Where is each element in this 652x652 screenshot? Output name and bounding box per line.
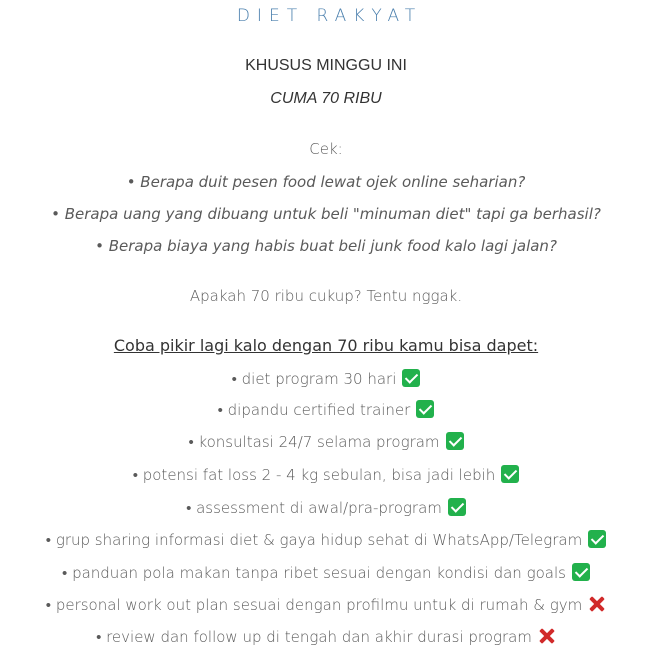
green-check-icon [416, 400, 434, 418]
benefit-item [0, 594, 652, 616]
red-cross-icon [588, 595, 606, 613]
benefit-text: • personal work out plan sesuai dengan profilmu untuk di rumah & gym [45, 596, 583, 614]
benefit-text: • review dan follow up di tengah dan akhir durasi program [96, 628, 532, 646]
benefit-text: • konsultasi 24/7 selama program [188, 433, 440, 451]
benefit-text: • assessment di awal/pra-program [186, 499, 442, 517]
benefit-item [0, 529, 652, 551]
price-line: CUMA 70 RIBU [270, 90, 382, 107]
benefit-text: • diet program 30 hari [231, 370, 397, 388]
green-check-icon [501, 465, 519, 483]
benefit-text: • panduan pola makan tanpa ribet sesuai dengan kondisi dan goals [62, 564, 566, 582]
benefits-heading: Coba pikir lagi kalo dengan 70 ribu kamu bisa dapet: [113, 336, 539, 355]
green-check-icon [448, 498, 466, 516]
check-label: Cek: [309, 140, 343, 158]
headline: KHUSUS MINGGU INI [245, 57, 407, 74]
green-check-icon [572, 563, 590, 581]
question-item: • Berapa duit pesen food lewat ojek online seharian? [126, 173, 526, 191]
enough-line: Apakah 70 ribu cukup? Tentu nggak. [189, 287, 463, 305]
question-item: • Berapa uang yang dibuang untuk beli "minuman diet" tapi ga berhasil? [51, 205, 601, 223]
benefit-text: • potensi fat loss 2 - 4 kg sebulan, bisa jadi lebih [132, 466, 496, 484]
benefit-item [0, 399, 652, 421]
benefit-text: • grup sharing informasi diet & gaya hidup sehat di WhatsApp/Telegram [45, 531, 583, 549]
benefit-text: • dipandu certified trainer [217, 401, 411, 419]
benefit-item [0, 626, 652, 648]
question-item: • Berapa biaya yang habis buat beli junk food kalo lagi jalan? [95, 237, 557, 255]
benefit-item [0, 431, 652, 453]
benefit-item [0, 368, 652, 390]
green-check-icon [446, 432, 464, 450]
brand-title: DIET RAKYAT [236, 6, 423, 26]
benefit-item [0, 464, 652, 486]
green-check-icon [402, 369, 420, 387]
benefit-item [0, 497, 652, 519]
green-check-icon [588, 530, 606, 548]
red-cross-icon [538, 627, 556, 645]
benefit-item [0, 562, 652, 584]
